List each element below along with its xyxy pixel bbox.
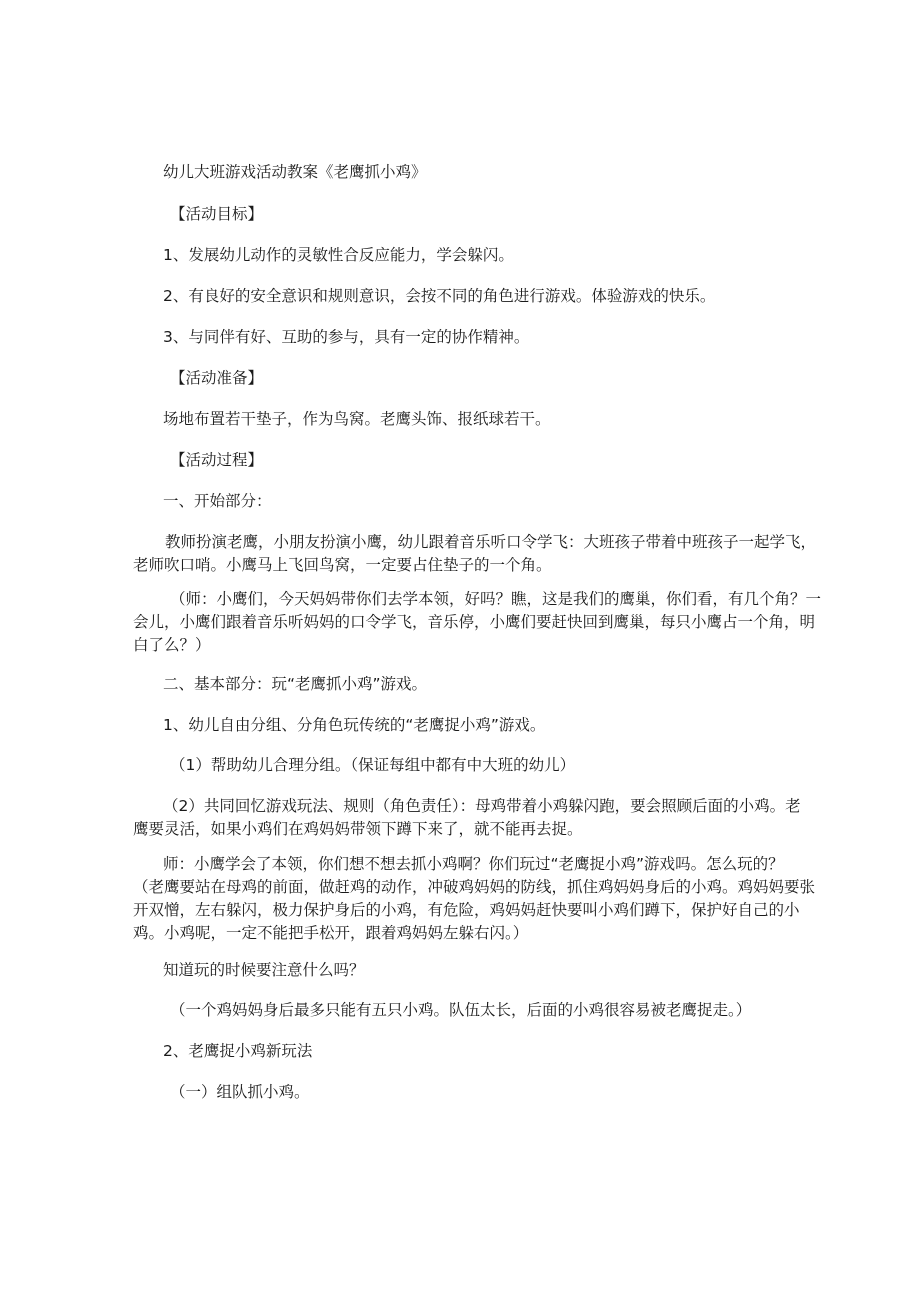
part1-para2-line: （师：小鹰们，今天妈妈带你们去学本领，好吗？瞧，这是我们的鹰巢，你们看，有几个角？一	[170, 590, 822, 608]
teacher-question-line: 师：小鹰学会了本领，你们想不想去抓小鸡啊？你们玩过“老鹰捉小鸡”游戏吗。怎么玩的？	[163, 855, 784, 873]
part1-para2-line: 白了么？）	[133, 636, 211, 654]
teacher-question-line: （老鹰要站在母鸡的前面，做赶鸡的动作，冲破鸡妈妈的防线，抓住鸡妈妈身后的小鸡。鸡妈妈要张	[133, 878, 816, 896]
part2-subitem: （1）帮助幼儿合理分组。（保证每组中都有中大班的幼儿）	[170, 756, 576, 774]
teacher-question-line: 鸡。小鸡呢，一定不能把手松开，跟着鸡妈妈左躲右闪。）	[133, 924, 529, 942]
attention-question: 知道玩的时候要注意什么吗？	[163, 961, 365, 979]
goal-item: 3、与同伴有好、互助的参与，具有一定的协作精神。	[163, 328, 530, 346]
part1-para1-line: 老师吹口哨。小鹰马上飞回鸟窝，一定要占住垫子的一个角。	[133, 556, 552, 574]
prep-heading: 【活动准备】	[170, 369, 264, 387]
part2-item: 2、老鹰捉小鸡新玩法	[163, 1042, 313, 1060]
part1-heading: 一、开始部分：	[163, 492, 272, 510]
part2-subitem: （一）组队抓小鸡。	[170, 1083, 310, 1101]
part2-subitem-line: 鹰要灵活，如果小鸡们在鸡妈妈带领下蹲下来了，就不能再去捉。	[133, 820, 583, 838]
goal-item: 2、有良好的安全意识和规则意识，会按不同的角色进行游戏。体验游戏的快乐。	[163, 287, 716, 305]
part1-para1-line: 教师扮演老鹰，小朋友扮演小鹰，幼儿跟着音乐听口令学飞：大班孩子带着中班孩子一起学飞，	[165, 533, 817, 551]
part2-item: 1、幼儿自由分组、分角色玩传统的“老鹰捉小鸡”游戏。	[163, 716, 546, 734]
goals-heading: 【活动目标】	[170, 205, 264, 223]
teacher-question-line: 开双憎，左右躲闪，极力保护身后的小鸡，有危险，鸡妈妈赶快要叫小鸡们蹲下，保护好自己的小	[133, 901, 800, 919]
document-title: 幼儿大班游戏活动教案《老鹰抓小鸡》	[163, 163, 427, 181]
part2-subitem-line: （2）共同回忆游戏玩法、规则（角色责任）：母鸡带着小鸡躲闪跑，要会照顾后面的小鸡。老	[163, 797, 801, 815]
attention-answer: （一个鸡妈妈身后最多只能有五只小鸡。队伍太长，后面的小鸡很容易被老鹰捉走。）	[170, 1001, 752, 1019]
prep-text: 场地布置若干垫子，作为鸟窝。老鹰头饰、报纸球若干。	[163, 410, 551, 428]
part1-para2-line: 会儿，小鹰们跟着音乐听妈妈的口令学飞，音乐停，小鹰们要赶快回到鹰巢，每只小鹰占一个角，明	[133, 613, 816, 631]
part2-heading: 二、基本部分：玩“老鹰抓小鸡”游戏。	[163, 675, 428, 693]
goal-item: 1、发展幼儿动作的灵敏性合反应能力，学会躲闪。	[163, 246, 514, 264]
process-heading: 【活动过程】	[170, 451, 264, 469]
